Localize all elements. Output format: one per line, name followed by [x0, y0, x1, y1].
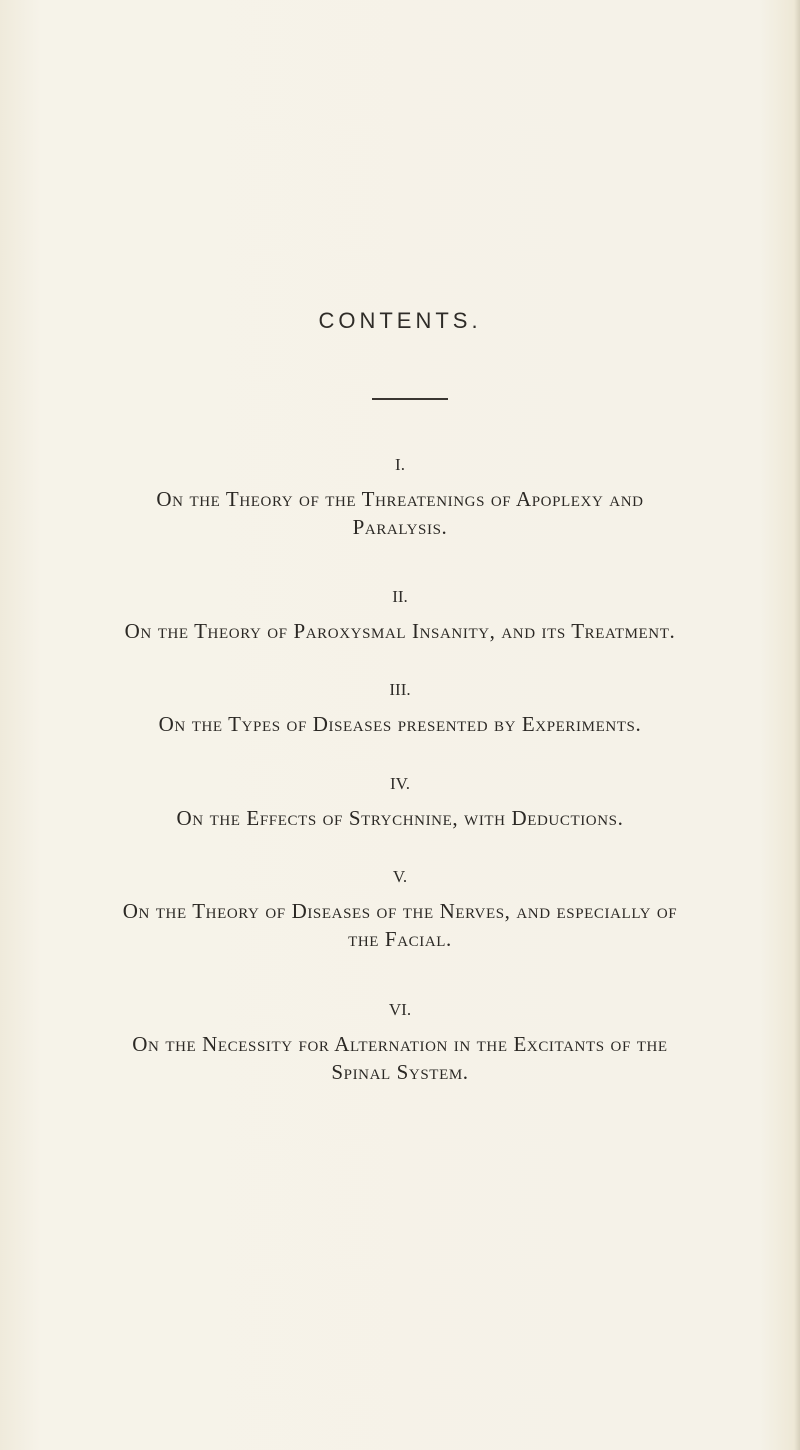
entry-title-line: the Facial. — [348, 927, 452, 951]
entry-title — [0, 897, 800, 953]
entry-title-line: On the Effects of Strychnine, with Deductions. — [176, 806, 624, 830]
contents-entry-1 — [0, 455, 800, 541]
entry-title-line: On the Theory of the Threatenings of Apoplexy and — [156, 487, 644, 511]
heading-rule — [372, 398, 448, 400]
entry-title — [0, 804, 800, 832]
contents-entry-5 — [0, 867, 800, 953]
entry-title-line: On the Theory of Diseases of the Nerves, and especially of — [122, 899, 678, 923]
entry-title — [0, 485, 800, 541]
entry-title — [0, 1030, 800, 1086]
entry-title — [0, 617, 800, 645]
entry-title — [0, 710, 800, 738]
entry-numeral: IV. — [390, 774, 410, 793]
entry-title-line: On the Theory of Paroxysmal Insanity, and its Treatment. — [124, 619, 676, 643]
entry-numeral: VI. — [388, 1000, 412, 1019]
entry-title-line: On the Necessity for Alternation in the Excitants of the — [132, 1032, 668, 1056]
entry-title-line: Spinal System. — [331, 1060, 469, 1084]
contents-entry-3 — [0, 680, 800, 738]
entry-numeral: V. — [392, 867, 408, 886]
contents-entry-4 — [0, 774, 800, 832]
entry-numeral: I. — [395, 455, 405, 474]
contents-entry-2 — [0, 587, 800, 645]
entry-title-line: Paralysis. — [352, 515, 448, 539]
entry-numeral: II. — [392, 587, 408, 606]
entry-title-line: On the Types of Diseases presented by Experiments. — [158, 712, 642, 736]
contents-entry-6 — [0, 1000, 800, 1086]
contents-heading: CONTENTS. — [318, 308, 482, 333]
entry-numeral: III. — [389, 680, 411, 699]
